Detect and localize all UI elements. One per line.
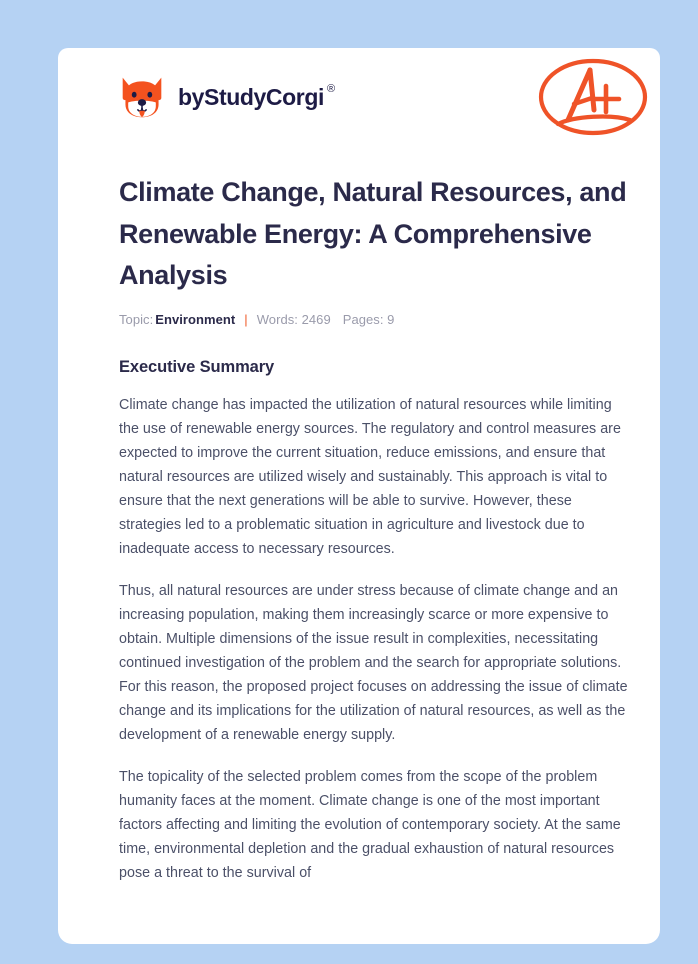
studycorgi-brand[interactable] bbox=[119, 74, 335, 120]
section-heading-executive-summary: Executive Summary bbox=[119, 357, 275, 376]
body-paragraph: The topicality of the selected problem comes from the scope of the problem humanity faces at the moment. Climate change is one of the most important factors affecting and limiting the evolution of contemporary society. At the same time, environmental depletion and the gradual exhaustion of natural resources pose a threat to the survival of bbox=[119, 768, 621, 881]
registered-trademark-icon: ® bbox=[327, 82, 335, 95]
corgi-face-icon bbox=[119, 74, 165, 120]
brand-prefix: by bbox=[178, 83, 205, 110]
page-title: Climate Change, Natural Resources, and Renewable Energy: A Comprehensive Analysis bbox=[119, 177, 627, 290]
document-body bbox=[119, 172, 629, 885]
meta-pages: Pages: 9 bbox=[342, 311, 395, 327]
brand-name: StudyCorgi bbox=[204, 83, 324, 110]
meta-topic-value[interactable]: Environment bbox=[155, 311, 236, 327]
meta-separator: | bbox=[244, 311, 248, 327]
body-paragraph: Climate change has impacted the utilization of natural resources while limiting the use of renewable energy sources. The regulatory and control measures are expected to improve the current situation, reduce emissions, and ensure that natural resources are utilized wisely and sustainably. This approach is vital to ensure that the next generations will be able to survive. However, these strategies led to a problematic situation in agriculture and livestock due to inadequate access to necessary resources. bbox=[119, 396, 621, 557]
meta-words: Words: 2469 bbox=[256, 311, 331, 327]
brand-wordmark bbox=[178, 82, 335, 110]
a-plus-grade-icon bbox=[534, 54, 652, 140]
document-page-sheet bbox=[58, 48, 660, 944]
document-header bbox=[58, 48, 660, 160]
meta-topic-label: Topic: bbox=[119, 311, 154, 327]
body-paragraph: Thus, all natural resources are under stress because of climate change and an increasing population, making them increasingly scarce or more expensive to obtain. Multiple dimensions of the issue result in complexities, necessitating continued investigation of the problem and the search for appropriate solutions. For this reason, the proposed project focuses on addressing the issue of climate change and its implications for the utilization of natural resources, as well as the development of a renewable energy supply. bbox=[119, 582, 628, 743]
document-meta bbox=[119, 312, 629, 327]
